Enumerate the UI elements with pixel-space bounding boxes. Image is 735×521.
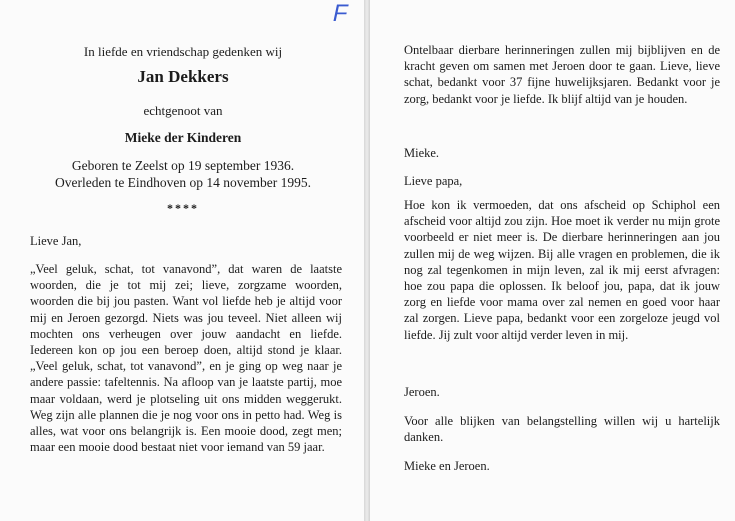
salutation-papa: Lieve papa, — [404, 174, 463, 188]
died-line: Overleden te Eindhoven op 14 november 1995. — [54, 175, 312, 190]
born-line: Geboren te Zeelst op 19 september 1936. — [71, 158, 295, 173]
final-signature: Mieke en Jeroen. — [404, 459, 490, 473]
letter-paragraph-right-1: Ontelbaar dierbare herinneringen zullen mij bijblijven en de kracht geven om samen met Jeroen door te gaan. Lieve, lieve schat, bedankt voor 37 fijne huwelijksjaren. Bedankt voor je zorg, bedankt voor je liefde. Ik blijf altijd van je houden. — [404, 43, 720, 106]
card-fold — [364, 0, 370, 521]
letter-paragraph-right-2: Hoe kon ik vermoeden, dat ons afscheid op Schiphol een afscheid voor altijd zou zijn. Hoe moet ik verder nu mijn grote voorbeeld er niet meer is. De dierbare herinneringen aan jou zullen mij de weg wijzen. Bij alle vragen en problemen, die ik nog zal tegenkomen in mijn leven, zal ik mij eerst afvragen: hoe zou papa die oplossen. Ik beloof jou, papa, dat ik jouw zorg en liefde voor mama over zal nemen en goed voor haar zal zorgen. Lieve papa, bedankt voor een zorgeloze jeugd vol liefde. Jij zult voor altijd verder leven in mij. — [404, 198, 720, 342]
salutation-jan: Lieve Jan, — [30, 234, 82, 248]
handwritten-mark: F — [330, 0, 351, 27]
letter-paragraph-left: „Veel geluk, schat, tot vanavond”, dat waren de laatste woorden, die je tot mij zei; lieve, zorgzame woorden, woorden die bij jou pasten. Want vol liefde heb je altijd voor mij en Jeroen gezorgd. Niets was jou teveel. Niet alleen wij mochten ons verheugen over jouw aandacht en liefde. Iedereen kon op jou een beroep doen, altijd stond je klaar. „Veel geluk, schat, tot vanavond”, en je ging op weg naar je andere passie: tafeltennis. Na afloop van je laatste partij, moe maar voldaan, werd je plotseling uit ons midden weggerukt. Weg zijn alle plannen die je nog voor ons in petto had. Weg is alles, wat voor ons belangrijk is. Een mooie dood, zegt men; maar een mooie dood bestaat niet voor iemand van 59 jaar. — [30, 262, 342, 455]
deceased-name: Jan Dekkers — [137, 67, 229, 86]
stars-divider: **** — [167, 201, 199, 215]
intro-line: In liefde en vriendschap gedenken wij — [83, 44, 283, 59]
signature-mieke: Mieke. — [404, 146, 440, 160]
thanks-text: Voor alle blijken van belangstelling willen wij u hartelijk danken. — [404, 414, 720, 445]
dates-block — [30, 157, 336, 191]
spouse-name: Mieke der Kinderen — [124, 130, 242, 145]
spouse-label: echtgenoot van — [143, 103, 223, 118]
signature-jeroen: Jeroen. — [404, 385, 440, 399]
